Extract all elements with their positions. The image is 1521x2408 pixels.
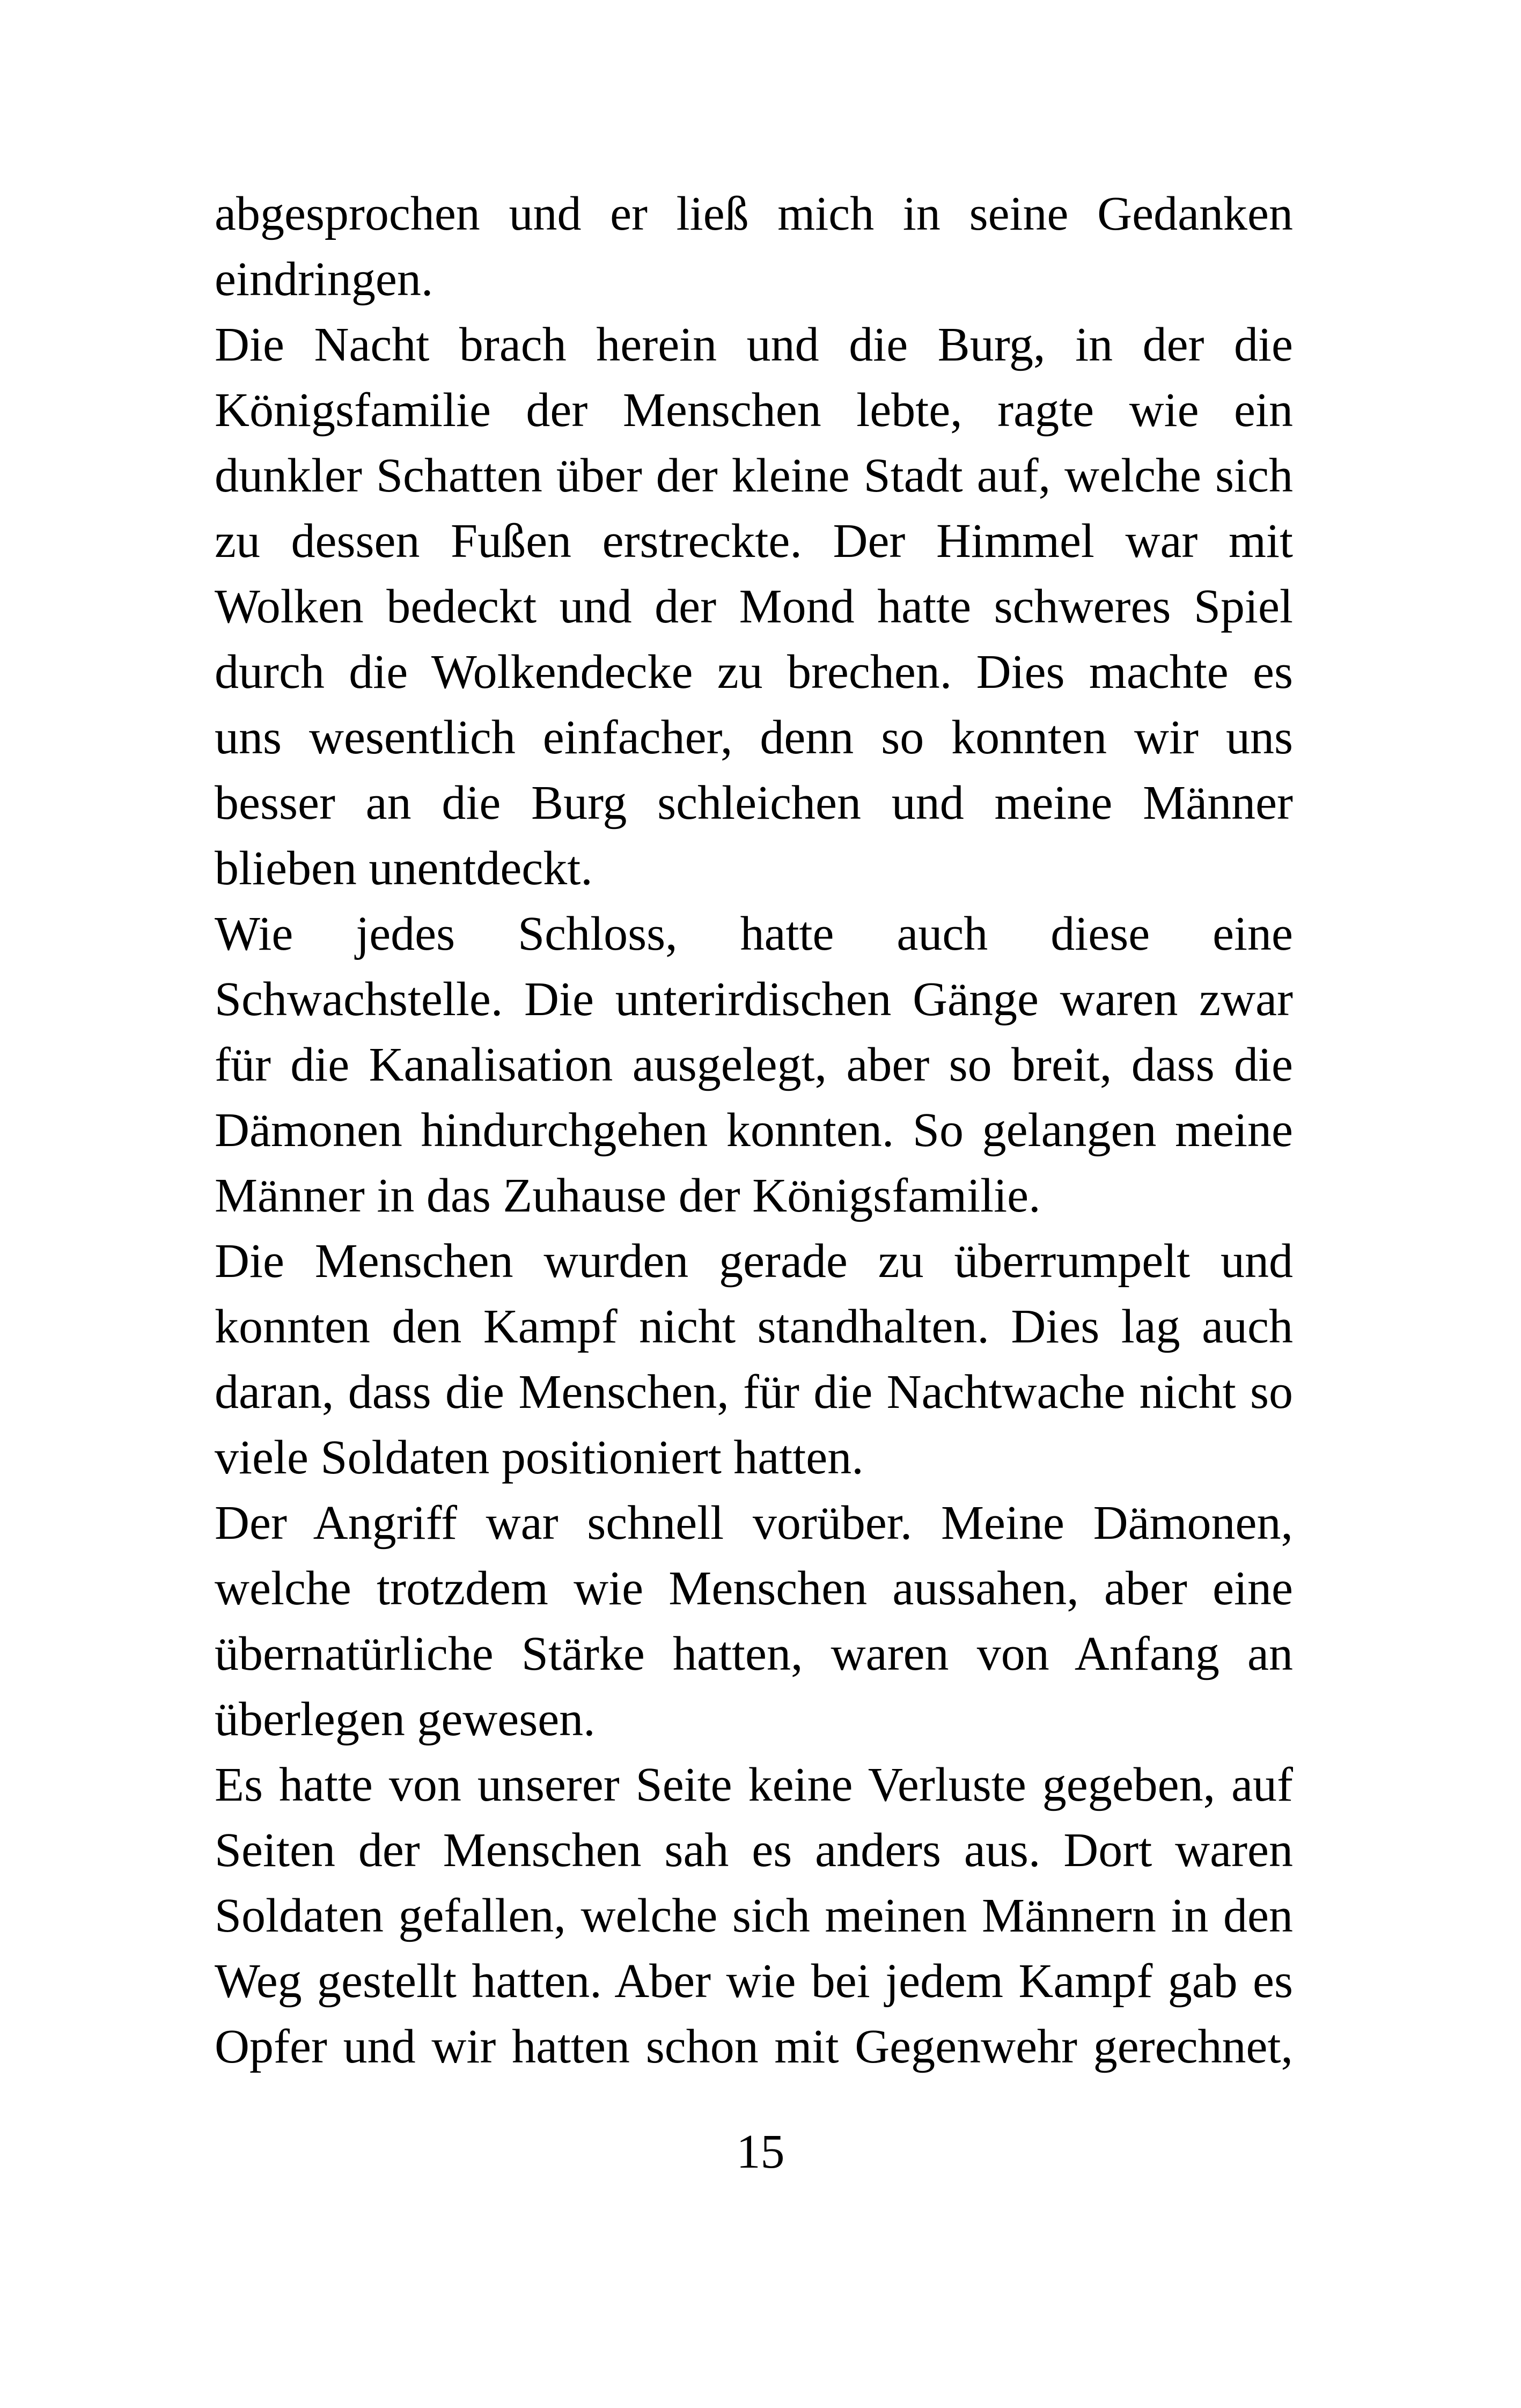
text-line: uns wesentlich einfacher, denn so konnten wir uns bbox=[215, 711, 1293, 764]
text-line: Königsfamilie der Menschen lebte, ragte wie ein bbox=[215, 384, 1293, 437]
body-text bbox=[215, 181, 1293, 2080]
text-line: durch die Wolkendecke zu brechen. Dies machte es bbox=[215, 645, 1293, 699]
text-line: welche trotzdem wie Menschen aussahen, aber eine bbox=[215, 1562, 1293, 1615]
text-line: blieben unentdeckt. bbox=[215, 842, 593, 895]
text-line: Es hatte von unserer Seite keine Verluste gegeben, auf bbox=[215, 1758, 1293, 1811]
text-line: Soldaten gefallen, welche sich meinen Männern in den bbox=[215, 1889, 1293, 1942]
text-line: Wie jedes Schloss, hatte auch diese eine bbox=[215, 907, 1293, 960]
text-line: Wolken bedeckt und der Mond hatte schweres Spiel bbox=[215, 580, 1293, 633]
text-line: für die Kanalisation ausgelegt, aber so breit, dass die bbox=[215, 1038, 1293, 1091]
text-line: zu dessen Fußen erstreckte. Der Himmel war mit bbox=[215, 515, 1293, 568]
page-number: 15 bbox=[736, 2125, 785, 2178]
text-line: Männer in das Zuhause der Königsfamilie. bbox=[215, 1169, 1041, 1222]
text-line: abgesprochen und er ließ mich in seine Gedanken bbox=[215, 187, 1293, 240]
text-line: Die Nacht brach herein und die Burg, in der die bbox=[215, 318, 1293, 371]
text-line: besser an die Burg schleichen und meine Männer bbox=[215, 776, 1293, 829]
text-line: konnten den Kampf nicht standhalten. Dies lag auch bbox=[215, 1300, 1293, 1353]
text-line: überlegen gewesen. bbox=[215, 1693, 596, 1746]
text-line: Seiten der Menschen sah es anders aus. Dort waren bbox=[215, 1824, 1293, 1877]
text-line: dunkler Schatten über der kleine Stadt auf, welche sich bbox=[215, 449, 1293, 502]
text-line: daran, dass die Menschen, für die Nachtwache nicht so bbox=[215, 1365, 1293, 1419]
text-line: Dämonen hindurchgehen konnten. So gelangen meine bbox=[215, 1104, 1293, 1157]
text-line: Die Menschen wurden gerade zu überrumpelt und bbox=[215, 1235, 1293, 1288]
text-line: Schwachstelle. Die unterirdischen Gänge waren zwar bbox=[215, 973, 1293, 1026]
text-line: Opfer und wir hatten schon mit Gegenwehr gerechnet, bbox=[215, 2020, 1293, 2073]
text-line: übernatürliche Stärke hatten, waren von Anfang an bbox=[215, 1627, 1293, 1680]
text-line: eindringen. bbox=[215, 253, 433, 306]
text-line: Weg gestellt hatten. Aber wie bei jedem Kampf gab es bbox=[215, 1955, 1293, 2008]
text-line: Der Angriff war schnell vorüber. Meine Dämonen, bbox=[215, 1496, 1293, 1550]
text-line: viele Soldaten positioniert hatten. bbox=[215, 1431, 864, 1484]
